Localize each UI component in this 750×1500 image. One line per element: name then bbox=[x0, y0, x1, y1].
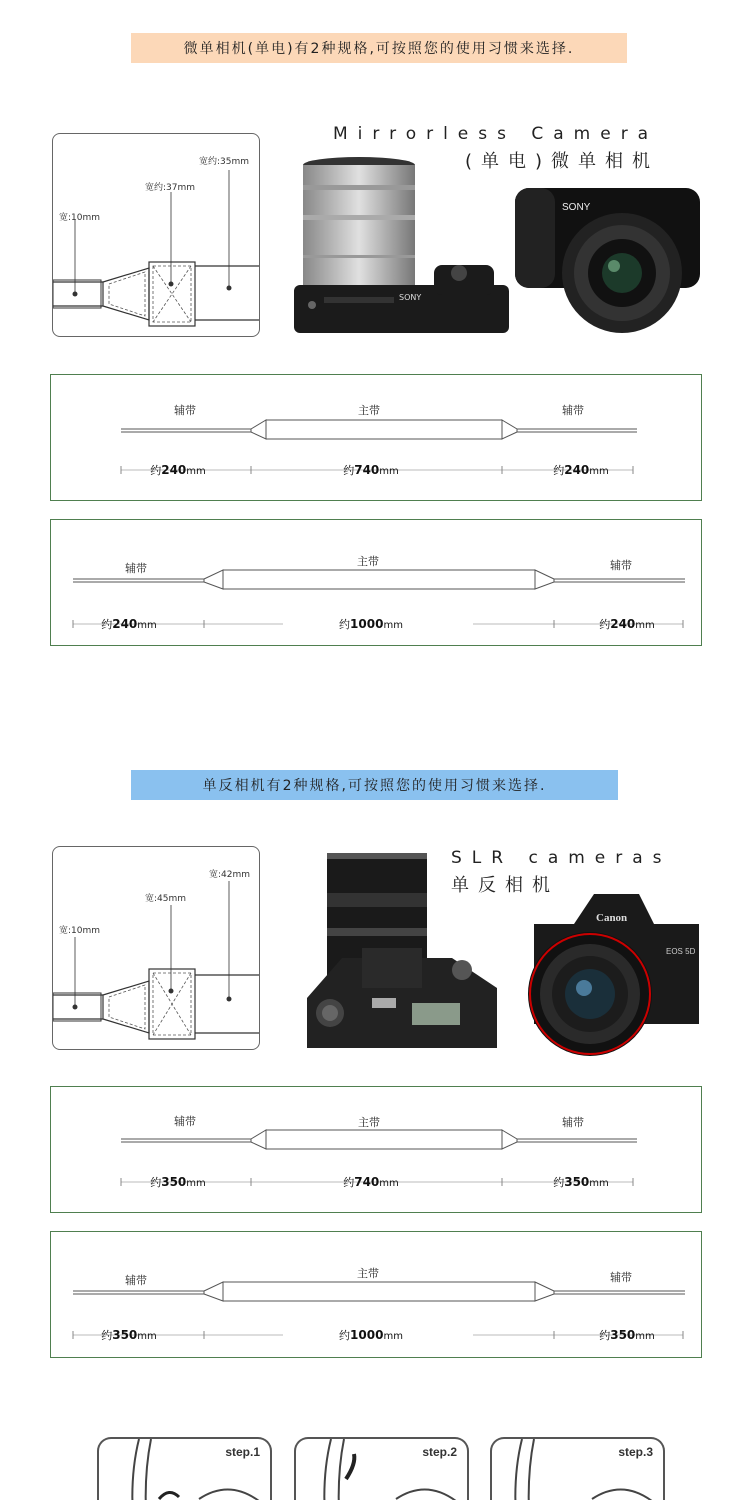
main-length: 约1000mm bbox=[339, 1328, 403, 1342]
aux-length-left: 约240mm bbox=[101, 617, 157, 631]
step-label: step.1 bbox=[225, 1445, 260, 1459]
aux-length-left: 约240mm bbox=[150, 463, 206, 477]
mirrorless-camera-left-image bbox=[284, 155, 514, 340]
mirrorless-title-cn: (单电)微单相机 bbox=[465, 151, 660, 172]
aux-length-left: 约350mm bbox=[150, 1175, 206, 1189]
install-step-2 bbox=[294, 1437, 469, 1500]
aux-length-right: 约240mm bbox=[553, 463, 609, 477]
install-step-1 bbox=[97, 1437, 272, 1500]
aux-length-right: 约350mm bbox=[553, 1175, 609, 1189]
step-label: step.3 bbox=[618, 1445, 653, 1459]
strap-width-diagram bbox=[52, 846, 260, 1050]
strap-spec-box-short bbox=[50, 374, 702, 501]
strap-drawing bbox=[51, 1087, 703, 1214]
slr-camera-left-image bbox=[302, 848, 512, 1058]
aux-length-right: 约240mm bbox=[599, 617, 655, 631]
strap-drawing bbox=[51, 375, 703, 502]
slr-title-cn: 单反相机 bbox=[451, 875, 559, 896]
slr-title-en: SLR cameras bbox=[451, 848, 672, 868]
width-label-narrow: 宽:10mm bbox=[59, 926, 101, 936]
slr-spec-banner: 单反相机有2种规格,可按照您的使用习惯来选择. bbox=[131, 770, 618, 800]
width-label-narrow: 宽:10mm bbox=[59, 213, 101, 223]
camera-right-brand: SONY bbox=[562, 202, 591, 213]
aux-strap-label-right: 辅带 bbox=[562, 1116, 584, 1129]
mirrorless-camera-right-image bbox=[510, 178, 710, 338]
main-strap-label: 主带 bbox=[357, 555, 379, 568]
strap-spec-box-long bbox=[50, 1231, 702, 1358]
aux-strap-label-left: 辅带 bbox=[174, 1115, 196, 1128]
aux-strap-label-left: 辅带 bbox=[174, 404, 196, 417]
aux-strap-label-right: 辅带 bbox=[562, 404, 584, 417]
main-strap-label: 主带 bbox=[357, 1267, 379, 1280]
camera-right-model: EOS 5D bbox=[666, 947, 696, 956]
mirrorless-spec-banner: 微单相机(单电)有2种规格,可按照您的使用习惯来选择. bbox=[131, 33, 627, 63]
strap-spec-box-short bbox=[50, 1086, 702, 1213]
slr-camera-right-image bbox=[514, 884, 709, 1059]
aux-strap-label-left: 辅带 bbox=[125, 1274, 147, 1287]
aux-length-right: 约350mm bbox=[599, 1328, 655, 1342]
step-label: step.2 bbox=[422, 1445, 457, 1459]
main-strap-label: 主带 bbox=[358, 404, 380, 417]
camera-right-brand: Canon bbox=[596, 912, 628, 924]
aux-strap-label-right: 辅带 bbox=[610, 1271, 632, 1284]
aux-length-left: 约350mm bbox=[101, 1328, 157, 1342]
main-length: 约740mm bbox=[343, 463, 399, 477]
strap-width-diagram bbox=[52, 133, 260, 337]
width-label-mid: 宽:45mm bbox=[145, 894, 187, 904]
aux-strap-label-left: 辅带 bbox=[125, 562, 147, 575]
mirrorless-title-en: Mirrorless Camera bbox=[333, 124, 659, 144]
aux-strap-label-right: 辅带 bbox=[610, 559, 632, 572]
strap-spec-box-long bbox=[50, 519, 702, 646]
camera-left-brand: SONY bbox=[399, 293, 422, 302]
width-label-wide: 宽:42mm bbox=[209, 870, 251, 880]
width-label-mid: 宽约:37mm bbox=[145, 183, 196, 193]
main-length: 约740mm bbox=[343, 1175, 399, 1189]
main-strap-label: 主带 bbox=[358, 1116, 380, 1129]
width-label-wide: 宽约:35mm bbox=[199, 157, 250, 167]
main-length: 约1000mm bbox=[339, 617, 403, 631]
install-step-3 bbox=[490, 1437, 665, 1500]
